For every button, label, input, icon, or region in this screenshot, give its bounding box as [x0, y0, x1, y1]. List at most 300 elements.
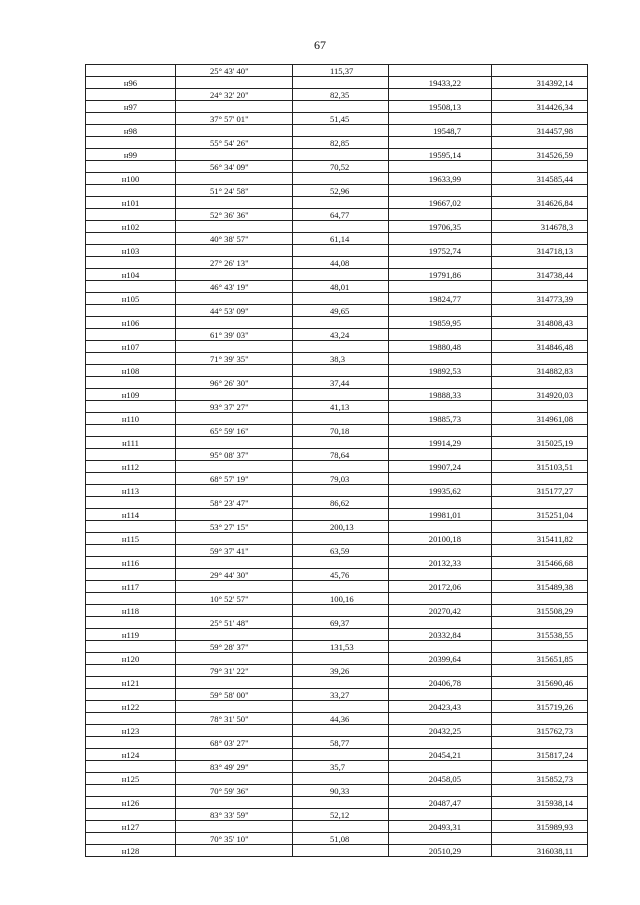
y-coordinate-cell: 314626,84 — [492, 197, 588, 209]
segment-row — [86, 401, 588, 413]
x-coordinate-cell — [389, 497, 492, 509]
segment-row — [86, 449, 588, 461]
x-coordinate-cell: 20458,05 — [389, 773, 492, 785]
y-coordinate-cell — [492, 665, 588, 677]
direction-angle-cell — [176, 557, 293, 569]
y-coordinate-cell — [492, 89, 588, 101]
point-id-cell: н118 — [86, 605, 176, 617]
direction-angle-cell — [176, 749, 293, 761]
y-coordinate-cell: 314961,08 — [492, 413, 588, 425]
point-id-cell: н96 — [86, 77, 176, 89]
distance-cell — [293, 341, 389, 353]
direction-angle-cell — [176, 821, 293, 833]
point-id-cell — [86, 281, 176, 293]
y-coordinate-cell — [492, 593, 588, 605]
distance-cell — [293, 413, 389, 425]
direction-angle-cell — [176, 293, 293, 305]
x-coordinate-cell — [389, 401, 492, 413]
point-id-cell — [86, 233, 176, 245]
point-row — [86, 701, 588, 713]
point-id-cell — [86, 401, 176, 413]
point-id-cell — [86, 209, 176, 221]
y-coordinate-cell: 314426,34 — [492, 101, 588, 113]
y-coordinate-cell: 315177,27 — [492, 485, 588, 497]
y-coordinate-cell — [492, 545, 588, 557]
distance-cell: 70,52 — [293, 161, 389, 173]
y-coordinate-cell: 314718,13 — [492, 245, 588, 257]
x-coordinate-cell: 20406,78 — [389, 677, 492, 689]
direction-angle-cell: 51° 24' 58" — [176, 185, 293, 197]
direction-angle-cell: 58° 23' 47" — [176, 497, 293, 509]
y-coordinate-cell — [492, 713, 588, 725]
y-coordinate-cell: 314882,83 — [492, 365, 588, 377]
point-row — [86, 773, 588, 785]
point-id-cell — [86, 185, 176, 197]
segment-row — [86, 353, 588, 365]
point-id-cell — [86, 545, 176, 557]
distance-cell: 78,64 — [293, 449, 389, 461]
x-coordinate-cell — [389, 569, 492, 581]
distance-cell — [293, 749, 389, 761]
point-row — [86, 797, 588, 809]
y-coordinate-cell — [492, 113, 588, 125]
x-coordinate-cell — [389, 65, 492, 77]
y-coordinate-cell — [492, 257, 588, 269]
direction-angle-cell: 52° 36' 36" — [176, 209, 293, 221]
direction-angle-cell — [176, 533, 293, 545]
distance-cell: 100,16 — [293, 593, 389, 605]
point-id-cell — [86, 521, 176, 533]
distance-cell: 82,35 — [293, 89, 389, 101]
direction-angle-cell — [176, 701, 293, 713]
point-id-cell: н102 — [86, 221, 176, 233]
direction-angle-cell: 25° 43' 40" — [176, 65, 293, 77]
point-id-cell: н128 — [86, 845, 176, 857]
point-row — [86, 653, 588, 665]
point-id-cell: н119 — [86, 629, 176, 641]
x-coordinate-cell: 19888,33 — [389, 389, 492, 401]
distance-cell — [293, 245, 389, 257]
distance-cell — [293, 821, 389, 833]
y-coordinate-cell: 314808,43 — [492, 317, 588, 329]
coordinates-table — [85, 64, 588, 857]
distance-cell — [293, 293, 389, 305]
point-id-cell — [86, 113, 176, 125]
distance-cell: 33,27 — [293, 689, 389, 701]
point-row — [86, 293, 588, 305]
segment-row — [86, 809, 588, 821]
point-id-cell — [86, 617, 176, 629]
point-id-cell — [86, 497, 176, 509]
y-coordinate-cell — [492, 809, 588, 821]
y-coordinate-cell — [492, 425, 588, 437]
direction-angle-cell — [176, 173, 293, 185]
y-coordinate-cell — [492, 473, 588, 485]
x-coordinate-cell — [389, 377, 492, 389]
y-coordinate-cell: 315538,55 — [492, 629, 588, 641]
point-id-cell — [86, 377, 176, 389]
x-coordinate-cell: 19706,35 — [389, 221, 492, 233]
x-coordinate-cell — [389, 665, 492, 677]
direction-angle-cell — [176, 629, 293, 641]
x-coordinate-cell: 19667,02 — [389, 197, 492, 209]
x-coordinate-cell — [389, 281, 492, 293]
point-row — [86, 317, 588, 329]
y-coordinate-cell — [492, 209, 588, 221]
point-row — [86, 269, 588, 281]
distance-cell: 37,44 — [293, 377, 389, 389]
x-coordinate-cell — [389, 521, 492, 533]
x-coordinate-cell — [389, 737, 492, 749]
x-coordinate-cell: 19859,95 — [389, 317, 492, 329]
point-id-cell — [86, 89, 176, 101]
segment-row — [86, 761, 588, 773]
x-coordinate-cell: 20132,33 — [389, 557, 492, 569]
x-coordinate-cell — [389, 353, 492, 365]
point-row — [86, 125, 588, 137]
distance-cell — [293, 629, 389, 641]
point-row — [86, 581, 588, 593]
direction-angle-cell — [176, 437, 293, 449]
distance-cell — [293, 389, 389, 401]
direction-angle-cell — [176, 725, 293, 737]
point-id-cell — [86, 665, 176, 677]
x-coordinate-cell: 19880,48 — [389, 341, 492, 353]
distance-cell: 52,12 — [293, 809, 389, 821]
direction-angle-cell: 37° 57' 01" — [176, 113, 293, 125]
x-coordinate-cell — [389, 137, 492, 149]
segment-row — [86, 329, 588, 341]
distance-cell — [293, 197, 389, 209]
point-id-cell — [86, 833, 176, 845]
x-coordinate-cell — [389, 425, 492, 437]
distance-cell: 115,37 — [293, 65, 389, 77]
x-coordinate-cell — [389, 161, 492, 173]
y-coordinate-cell: 315651,85 — [492, 653, 588, 665]
x-coordinate-cell — [389, 473, 492, 485]
point-row — [86, 245, 588, 257]
point-id-cell: н116 — [86, 557, 176, 569]
segment-row — [86, 65, 588, 77]
distance-cell: 52,96 — [293, 185, 389, 197]
point-id-cell: н121 — [86, 677, 176, 689]
distance-cell: 90,33 — [293, 785, 389, 797]
distance-cell — [293, 125, 389, 137]
point-row — [86, 629, 588, 641]
y-coordinate-cell — [492, 353, 588, 365]
y-coordinate-cell — [492, 737, 588, 749]
direction-angle-cell: 10° 52' 57" — [176, 593, 293, 605]
point-id-cell — [86, 137, 176, 149]
direction-angle-cell: 27° 26' 13" — [176, 257, 293, 269]
point-id-cell: н108 — [86, 365, 176, 377]
y-coordinate-cell — [492, 401, 588, 413]
segment-row — [86, 209, 588, 221]
direction-angle-cell: 40° 38' 57" — [176, 233, 293, 245]
point-id-cell: н103 — [86, 245, 176, 257]
direction-angle-cell — [176, 317, 293, 329]
direction-angle-cell: 44° 53' 09" — [176, 305, 293, 317]
y-coordinate-cell: 315719,26 — [492, 701, 588, 713]
direction-angle-cell — [176, 77, 293, 89]
distance-cell — [293, 557, 389, 569]
direction-angle-cell: 83° 49' 29" — [176, 761, 293, 773]
direction-angle-cell — [176, 341, 293, 353]
point-id-cell — [86, 713, 176, 725]
point-id-cell: н107 — [86, 341, 176, 353]
segment-row — [86, 569, 588, 581]
distance-cell: 39,26 — [293, 665, 389, 677]
distance-cell: 51,45 — [293, 113, 389, 125]
x-coordinate-cell: 19433,22 — [389, 77, 492, 89]
point-id-cell: н113 — [86, 485, 176, 497]
point-id-cell: н111 — [86, 437, 176, 449]
y-coordinate-cell — [492, 137, 588, 149]
distance-cell: 35,7 — [293, 761, 389, 773]
point-id-cell — [86, 785, 176, 797]
x-coordinate-cell: 19892,53 — [389, 365, 492, 377]
direction-angle-cell: 68° 03' 27" — [176, 737, 293, 749]
point-id-cell: н98 — [86, 125, 176, 137]
point-id-cell — [86, 329, 176, 341]
direction-angle-cell — [176, 149, 293, 161]
point-row — [86, 533, 588, 545]
y-coordinate-cell — [492, 449, 588, 461]
point-id-cell: н123 — [86, 725, 176, 737]
y-coordinate-cell — [492, 569, 588, 581]
distance-cell — [293, 101, 389, 113]
segment-row — [86, 473, 588, 485]
distance-cell: 41,13 — [293, 401, 389, 413]
y-coordinate-cell — [492, 281, 588, 293]
point-row — [86, 557, 588, 569]
segment-row — [86, 545, 588, 557]
x-coordinate-cell: 19981,01 — [389, 509, 492, 521]
point-id-cell: н117 — [86, 581, 176, 593]
point-row — [86, 437, 588, 449]
direction-angle-cell — [176, 845, 293, 857]
point-id-cell: н109 — [86, 389, 176, 401]
x-coordinate-cell: 20332,84 — [389, 629, 492, 641]
x-coordinate-cell: 20432,25 — [389, 725, 492, 737]
point-id-cell: н99 — [86, 149, 176, 161]
distance-cell — [293, 269, 389, 281]
direction-angle-cell: 29° 44' 30" — [176, 569, 293, 581]
point-id-cell — [86, 449, 176, 461]
distance-cell — [293, 605, 389, 617]
direction-angle-cell — [176, 773, 293, 785]
point-id-cell: н106 — [86, 317, 176, 329]
direction-angle-cell — [176, 653, 293, 665]
point-id-cell — [86, 353, 176, 365]
direction-angle-cell — [176, 365, 293, 377]
segment-row — [86, 233, 588, 245]
distance-cell — [293, 533, 389, 545]
point-id-cell: н122 — [86, 701, 176, 713]
x-coordinate-cell: 20487,47 — [389, 797, 492, 809]
distance-cell: 48,01 — [293, 281, 389, 293]
y-coordinate-cell: 315489,38 — [492, 581, 588, 593]
y-coordinate-cell: 315025,19 — [492, 437, 588, 449]
distance-cell — [293, 317, 389, 329]
direction-angle-cell: 93° 37' 27" — [176, 401, 293, 413]
direction-angle-cell — [176, 581, 293, 593]
y-coordinate-cell: 315817,24 — [492, 749, 588, 761]
point-row — [86, 341, 588, 353]
y-coordinate-cell — [492, 329, 588, 341]
point-row — [86, 197, 588, 209]
distance-cell — [293, 773, 389, 785]
point-id-cell: н127 — [86, 821, 176, 833]
distance-cell: 38,3 — [293, 353, 389, 365]
distance-cell — [293, 701, 389, 713]
direction-angle-cell — [176, 413, 293, 425]
point-row — [86, 749, 588, 761]
distance-cell: 82,85 — [293, 137, 389, 149]
distance-cell — [293, 221, 389, 233]
y-coordinate-cell: 315508,29 — [492, 605, 588, 617]
segment-row — [86, 497, 588, 509]
point-id-cell — [86, 689, 176, 701]
x-coordinate-cell: 20493,31 — [389, 821, 492, 833]
x-coordinate-cell: 20100,18 — [389, 533, 492, 545]
y-coordinate-cell: 316038,11 — [492, 845, 588, 857]
segment-row — [86, 665, 588, 677]
distance-cell — [293, 581, 389, 593]
point-row — [86, 389, 588, 401]
distance-cell: 44,08 — [293, 257, 389, 269]
x-coordinate-cell: 19633,99 — [389, 173, 492, 185]
direction-angle-cell: 70° 59' 36" — [176, 785, 293, 797]
segment-row — [86, 713, 588, 725]
x-coordinate-cell: 19935,62 — [389, 485, 492, 497]
x-coordinate-cell — [389, 713, 492, 725]
distance-cell: 51,08 — [293, 833, 389, 845]
y-coordinate-cell: 315938,14 — [492, 797, 588, 809]
point-row — [86, 845, 588, 857]
x-coordinate-cell: 19914,29 — [389, 437, 492, 449]
y-coordinate-cell: 314773,39 — [492, 293, 588, 305]
x-coordinate-cell — [389, 89, 492, 101]
x-coordinate-cell: 19791,86 — [389, 269, 492, 281]
direction-angle-cell — [176, 797, 293, 809]
x-coordinate-cell: 20399,64 — [389, 653, 492, 665]
y-coordinate-cell: 314526,59 — [492, 149, 588, 161]
distance-cell: 44,36 — [293, 713, 389, 725]
point-id-cell — [86, 305, 176, 317]
distance-cell — [293, 725, 389, 737]
x-coordinate-cell — [389, 305, 492, 317]
segment-row — [86, 305, 588, 317]
direction-angle-cell: 83° 33' 59" — [176, 809, 293, 821]
y-coordinate-cell — [492, 185, 588, 197]
y-coordinate-cell: 314678,3 — [492, 221, 588, 233]
point-row — [86, 605, 588, 617]
segment-row — [86, 785, 588, 797]
x-coordinate-cell — [389, 641, 492, 653]
x-coordinate-cell: 20510,29 — [389, 845, 492, 857]
y-coordinate-cell — [492, 305, 588, 317]
segment-row — [86, 89, 588, 101]
point-row — [86, 149, 588, 161]
y-coordinate-cell — [492, 785, 588, 797]
direction-angle-cell — [176, 221, 293, 233]
x-coordinate-cell — [389, 833, 492, 845]
x-coordinate-cell — [389, 617, 492, 629]
point-id-cell — [86, 569, 176, 581]
distance-cell — [293, 485, 389, 497]
distance-cell: 43,24 — [293, 329, 389, 341]
y-coordinate-cell — [492, 689, 588, 701]
point-row — [86, 221, 588, 233]
point-id-cell: н104 — [86, 269, 176, 281]
y-coordinate-cell — [492, 521, 588, 533]
point-id-cell — [86, 761, 176, 773]
point-id-cell — [86, 593, 176, 605]
y-coordinate-cell — [492, 497, 588, 509]
point-id-cell: н124 — [86, 749, 176, 761]
point-id-cell: н101 — [86, 197, 176, 209]
segment-row — [86, 737, 588, 749]
x-coordinate-cell: 19548,7 — [389, 125, 492, 137]
direction-angle-cell: 65° 59' 16" — [176, 425, 293, 437]
direction-angle-cell — [176, 485, 293, 497]
x-coordinate-cell — [389, 809, 492, 821]
point-row — [86, 677, 588, 689]
direction-angle-cell: 96° 26' 30" — [176, 377, 293, 389]
point-id-cell: н105 — [86, 293, 176, 305]
direction-angle-cell: 95° 08' 37" — [176, 449, 293, 461]
direction-angle-cell: 61° 39' 03" — [176, 329, 293, 341]
x-coordinate-cell — [389, 689, 492, 701]
point-id-cell — [86, 257, 176, 269]
x-coordinate-cell — [389, 233, 492, 245]
segment-row — [86, 833, 588, 845]
x-coordinate-cell — [389, 209, 492, 221]
y-coordinate-cell: 315251,04 — [492, 509, 588, 521]
segment-row — [86, 161, 588, 173]
x-coordinate-cell — [389, 545, 492, 557]
point-id-cell — [86, 65, 176, 77]
point-id-cell — [86, 809, 176, 821]
direction-angle-cell — [176, 101, 293, 113]
y-coordinate-cell: 314585,44 — [492, 173, 588, 185]
x-coordinate-cell — [389, 113, 492, 125]
direction-angle-cell: 24° 32' 20" — [176, 89, 293, 101]
y-coordinate-cell: 315690,46 — [492, 677, 588, 689]
y-coordinate-cell: 314738,44 — [492, 269, 588, 281]
direction-angle-cell: 55° 54' 26" — [176, 137, 293, 149]
y-coordinate-cell — [492, 65, 588, 77]
point-id-cell: н114 — [86, 509, 176, 521]
y-coordinate-cell: 315103,51 — [492, 461, 588, 473]
segment-row — [86, 185, 588, 197]
segment-row — [86, 377, 588, 389]
x-coordinate-cell: 20454,21 — [389, 749, 492, 761]
y-coordinate-cell — [492, 161, 588, 173]
point-row — [86, 461, 588, 473]
distance-cell — [293, 677, 389, 689]
direction-angle-cell: 56° 34' 09" — [176, 161, 293, 173]
y-coordinate-cell — [492, 233, 588, 245]
segment-row — [86, 257, 588, 269]
y-coordinate-cell: 315852,73 — [492, 773, 588, 785]
direction-angle-cell: 59° 28' 37" — [176, 641, 293, 653]
x-coordinate-cell: 19595,14 — [389, 149, 492, 161]
point-row — [86, 725, 588, 737]
distance-cell — [293, 845, 389, 857]
distance-cell: 70,18 — [293, 425, 389, 437]
